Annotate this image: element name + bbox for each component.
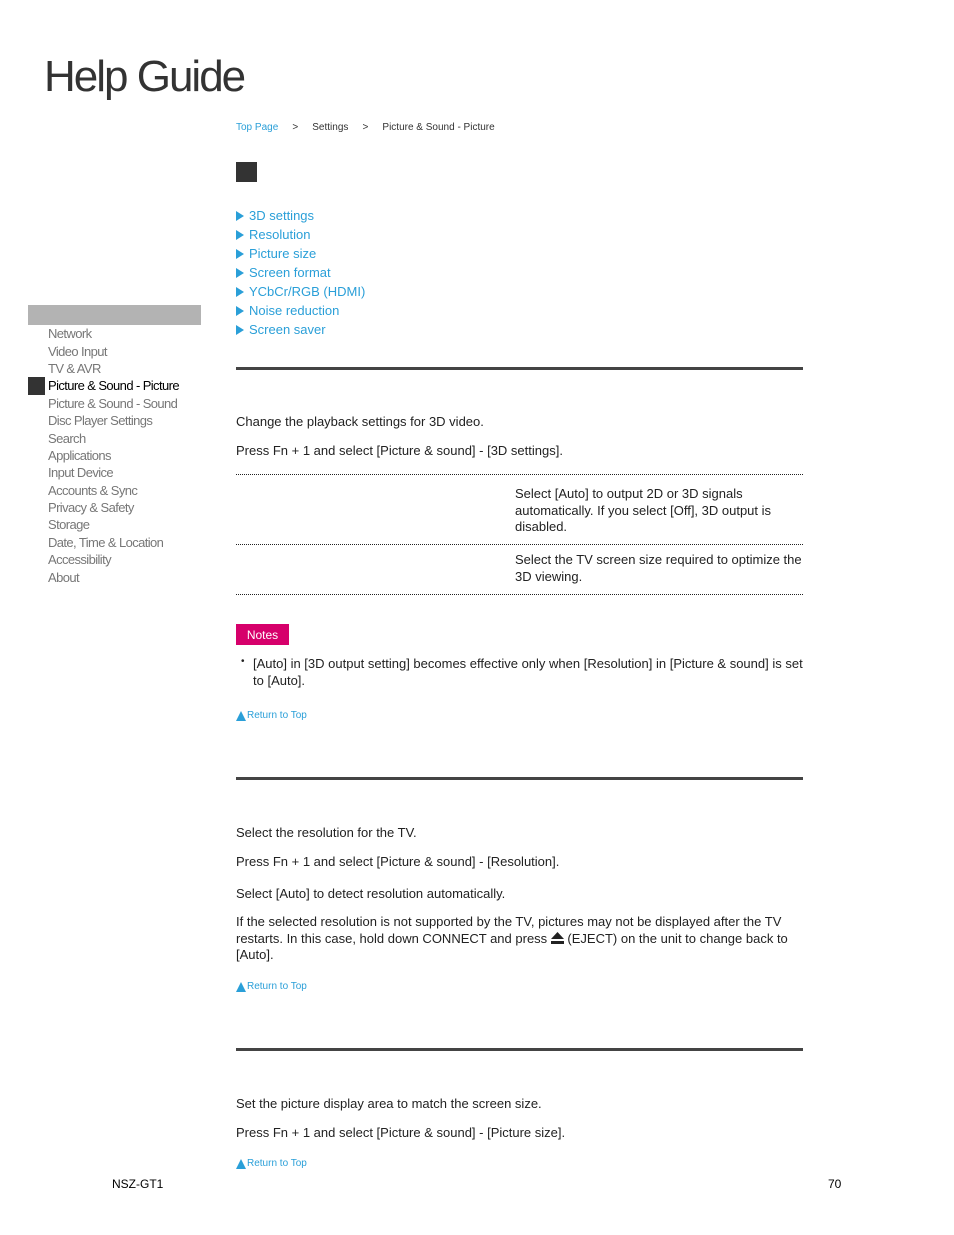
section-warning	[236, 914, 803, 964]
page-title: Help Guide	[44, 52, 245, 101]
triangle-right-icon	[236, 306, 244, 316]
note-bullet: •	[241, 656, 245, 667]
section-divider	[236, 367, 803, 370]
section-divider	[236, 1048, 803, 1051]
return-to-top-label: Return to Top	[247, 710, 307, 721]
eject-icon	[551, 932, 564, 944]
triangle-right-icon	[236, 287, 244, 297]
section-intro: Change the playback settings for 3D video.	[236, 414, 484, 429]
table-row-divider	[236, 594, 803, 595]
footer-page-number: 70	[828, 1177, 842, 1191]
section-instruction: Press Fn + 1 and select [Picture & sound] - [Resolution].	[236, 854, 560, 869]
section-auto-note: Select [Auto] to detect resolution automatically.	[236, 886, 506, 901]
section-divider	[236, 777, 803, 780]
section-instruction: Press Fn + 1 and select [Picture & sound] - [Picture size].	[236, 1125, 566, 1140]
breadcrumb-section: Settings	[312, 122, 349, 133]
sidebar-item-picture-sound-picture[interactable]: Picture & Sound - Picture	[28, 377, 179, 394]
toc-item-label: Screen saver	[249, 322, 326, 337]
toc-item-label: Resolution	[249, 227, 311, 242]
section-instruction: Press Fn + 1 and select [Picture & sound] - [3D settings].	[236, 443, 563, 458]
sidebar-nav	[28, 325, 179, 586]
triangle-right-icon	[236, 211, 244, 221]
warning-text-part1: If the selected resolution is not supported by the TV, pictures may not be displayed after the TV restarts. In this case, hold down CONNECT and press	[236, 914, 782, 946]
triangle-up-icon	[236, 711, 246, 721]
triangle-right-icon	[236, 249, 244, 259]
sidebar-item-accounts-sync[interactable]: Accounts & Sync	[48, 482, 138, 498]
sidebar-item-date-time-location[interactable]: Date, Time & Location	[48, 534, 164, 550]
toc-item-label: 3D settings	[249, 208, 315, 223]
sidebar-item-storage[interactable]: Storage	[48, 517, 90, 533]
sidebar-item-picture-sound-sound[interactable]: Picture & Sound - Sound	[48, 395, 178, 411]
section-intro: Set the picture display area to match the screen size.	[236, 1096, 542, 1111]
sidebar-item-applications[interactable]: Applications	[48, 447, 111, 463]
breadcrumb-top-link[interactable]: Top Page	[236, 122, 279, 133]
return-to-top-link[interactable]	[236, 1158, 307, 1169]
notes-badge: Notes	[236, 624, 289, 645]
triangle-right-icon	[236, 268, 244, 278]
return-to-top-link[interactable]	[236, 981, 307, 992]
table-row-divider	[236, 544, 803, 545]
section-marker	[236, 162, 257, 182]
footer-model: NSZ-GT1	[112, 1177, 164, 1191]
setting-description: Select [Auto] to output 2D or 3D signals automatically. If you select [Off], 3D output is disabled.	[515, 486, 772, 534]
setting-description: Select the TV screen size required to optimize the 3D viewing.	[515, 552, 802, 584]
breadcrumb-current: Picture & Sound - Picture	[382, 122, 495, 133]
section-intro: Select the resolution for the TV.	[236, 825, 417, 840]
sidebar-item-tv-avr[interactable]: TV & AVR	[48, 360, 101, 376]
toc-item-resolution[interactable]	[236, 225, 365, 244]
sidebar-item-about[interactable]: About	[48, 569, 79, 585]
triangle-right-icon	[236, 325, 244, 335]
table-of-contents	[236, 206, 365, 339]
return-to-top-label: Return to Top	[247, 981, 307, 992]
toc-item-label: Screen format	[249, 265, 331, 280]
toc-item-screen-saver[interactable]	[236, 320, 365, 339]
breadcrumb-separator: >	[292, 122, 299, 133]
sidebar-item-search[interactable]: Search	[48, 430, 86, 446]
toc-item-ycbcr-rgb[interactable]	[236, 282, 365, 301]
sidebar-item-video-input[interactable]: Video Input	[48, 343, 107, 359]
return-to-top-link[interactable]	[236, 710, 307, 721]
toc-item-3d-settings[interactable]	[236, 206, 365, 225]
sidebar-item-privacy-safety[interactable]: Privacy & Safety	[48, 500, 134, 516]
table-row-divider	[236, 474, 803, 475]
warning-text-part2: (EJECT) on the unit to change back to [Auto].	[236, 930, 788, 962]
return-to-top-label: Return to Top	[247, 1158, 307, 1169]
toc-item-noise-reduction[interactable]	[236, 301, 365, 320]
sidebar-item-disc-player-settings[interactable]: Disc Player Settings	[48, 413, 153, 429]
toc-item-label: Picture size	[249, 246, 317, 261]
triangle-right-icon	[236, 230, 244, 240]
toc-item-picture-size[interactable]	[236, 244, 365, 263]
sidebar-header	[28, 305, 201, 325]
sidebar-item-accessibility[interactable]: Accessibility	[48, 552, 111, 568]
triangle-up-icon	[236, 1159, 246, 1169]
toc-item-label: YCbCr/RGB (HDMI)	[249, 284, 366, 299]
sidebar-item-input-device[interactable]: Input Device	[48, 465, 114, 481]
toc-item-label: Noise reduction	[249, 303, 340, 318]
toc-item-screen-format[interactable]	[236, 263, 365, 282]
triangle-up-icon	[236, 982, 246, 992]
breadcrumb-separator: >	[362, 122, 369, 133]
breadcrumb	[236, 122, 495, 133]
sidebar-item-network[interactable]: Network	[48, 326, 92, 342]
note-text: [Auto] in [3D output setting] becomes effective only when [Resolution] in [Picture & sound] is set to [Auto].	[253, 656, 803, 688]
